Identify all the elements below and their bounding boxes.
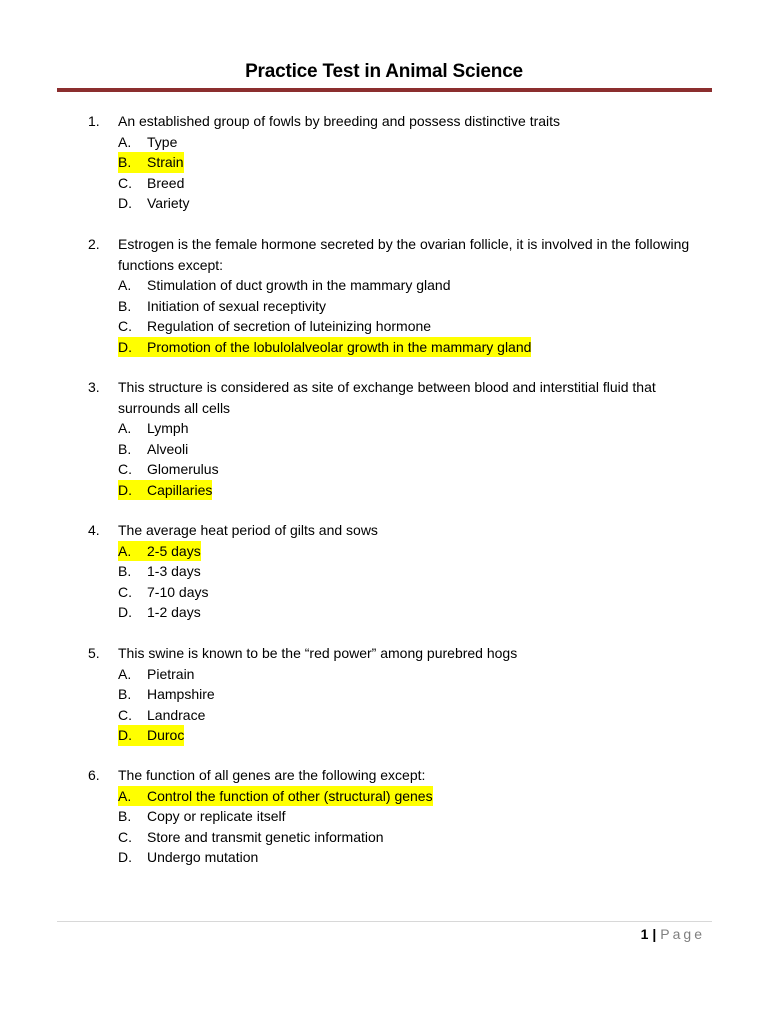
option-text: Stimulation of duct growth in the mammary gland	[147, 277, 451, 293]
answer-option-content	[118, 561, 201, 582]
option-text: 1-3 days	[147, 563, 201, 579]
option-text: Lymph	[147, 420, 189, 436]
question-item	[88, 643, 708, 746]
answer-option	[118, 561, 708, 582]
question-number: 5.	[88, 645, 100, 661]
option-text: Initiation of sexual receptivity	[147, 297, 326, 314]
answer-option	[118, 725, 708, 746]
option-letter: C.	[118, 706, 132, 723]
question-number: 2.	[88, 236, 100, 252]
page-number: 1	[640, 926, 649, 942]
option-letter: A.	[118, 420, 132, 436]
answer-option-content	[118, 827, 384, 848]
question-stem	[88, 234, 708, 275]
highlighted-answer	[118, 480, 212, 501]
option-letter: D.	[118, 604, 132, 620]
option-letter: D.	[118, 849, 132, 865]
option-letter: D.	[118, 195, 132, 211]
answer-option	[118, 786, 708, 807]
option-letter: D.	[118, 481, 132, 498]
option-text: Capillaries	[147, 481, 213, 498]
answer-option	[118, 806, 708, 827]
answer-option	[118, 480, 708, 501]
option-letter: A.	[118, 542, 132, 559]
question-number: 3.	[88, 379, 100, 395]
option-text: Type	[147, 133, 178, 150]
option-text: Control the function of other (structural) genes	[147, 787, 433, 804]
option-letter: A.	[118, 277, 132, 293]
question-stem	[88, 520, 708, 541]
highlighted-answer	[118, 541, 201, 562]
option-letter: A.	[118, 133, 132, 150]
question-item	[88, 111, 708, 214]
option-text: 7-10 days	[147, 583, 209, 600]
option-letter: C.	[118, 174, 132, 191]
highlighted-answer	[118, 725, 184, 746]
option-letter: C.	[118, 318, 132, 334]
answer-option	[118, 132, 708, 153]
option-text: Pietrain	[147, 665, 195, 682]
answer-option-content	[118, 316, 431, 337]
question-text: Estrogen is the female hormone secreted by the ovarian follicle, it is involved in the following functions except:	[118, 236, 690, 273]
option-text: Duroc	[147, 727, 185, 743]
question-item	[88, 234, 708, 357]
answer-option-content	[118, 296, 326, 317]
answer-option-content	[118, 582, 208, 603]
option-letter: C.	[118, 461, 132, 477]
answer-option	[118, 316, 708, 337]
question-stem	[88, 111, 708, 132]
question-stem	[88, 377, 708, 418]
option-letter: B.	[118, 686, 132, 702]
question-text: The function of all genes are the following except:	[118, 767, 426, 783]
highlighted-answer	[118, 786, 433, 807]
footer-separator: |	[652, 926, 657, 942]
question-stem	[88, 765, 708, 786]
answer-option	[118, 296, 708, 317]
question-item	[88, 520, 708, 623]
question-text: This structure is considered as site of exchange between blood and interstitial fluid that surrounds all cells	[118, 379, 656, 416]
question-stem	[88, 643, 708, 664]
option-letter: B.	[118, 563, 132, 579]
answer-option	[118, 459, 708, 480]
answer-option	[118, 847, 708, 868]
answer-option-content	[118, 132, 177, 153]
question-text: An established group of fowls by breeding and possess distinctive traits	[118, 113, 561, 129]
option-letter: A.	[118, 787, 132, 804]
option-text: Breed	[147, 174, 185, 191]
answer-option-content	[118, 664, 194, 685]
option-text: Glomerulus	[147, 461, 219, 477]
question-number: 1.	[88, 113, 100, 129]
answer-option-content	[118, 684, 215, 705]
option-letter: D.	[118, 338, 132, 355]
option-letter: B.	[118, 297, 132, 314]
highlighted-answer	[118, 337, 531, 358]
answer-option-content	[118, 173, 184, 194]
answer-option	[118, 152, 708, 173]
question-text: This swine is known to be the “red power” among purebred hogs	[118, 645, 518, 661]
option-text: 1-2 days	[147, 604, 201, 620]
answer-option	[118, 337, 708, 358]
option-letter: C.	[118, 583, 132, 600]
option-letter: B.	[118, 154, 132, 170]
option-text: Promotion of the lobulolalveolar growth in the mammary gland	[147, 338, 532, 355]
answer-option-content	[118, 705, 205, 726]
answer-option	[118, 275, 708, 296]
answer-option	[118, 664, 708, 685]
answer-option	[118, 439, 708, 460]
question-item	[88, 765, 708, 868]
option-letter: C.	[118, 828, 132, 845]
page-footer	[641, 924, 705, 944]
answer-option-content	[118, 275, 450, 296]
answer-option	[118, 602, 708, 623]
answer-option	[118, 541, 708, 562]
answer-option-content	[118, 602, 201, 623]
answer-option	[118, 582, 708, 603]
answer-option	[118, 827, 708, 848]
page-label: Page	[660, 926, 705, 942]
option-text: 2-5 days	[147, 542, 201, 559]
answer-option	[118, 705, 708, 726]
option-text: Strain	[147, 154, 184, 170]
option-text: Undergo mutation	[147, 849, 259, 865]
option-text: Copy or replicate itself	[147, 808, 286, 824]
answer-option	[118, 193, 708, 214]
option-letter: A.	[118, 665, 132, 682]
option-letter: D.	[118, 727, 132, 743]
option-text: Hampshire	[147, 686, 215, 702]
question-item	[88, 377, 708, 500]
footer-divider	[57, 921, 712, 922]
answer-option	[118, 173, 708, 194]
answer-option-content	[118, 418, 189, 439]
question-text: The average heat period of gilts and sows	[118, 522, 378, 538]
answer-option-content	[118, 193, 190, 214]
option-text: Alveoli	[147, 440, 189, 457]
answer-option	[118, 418, 708, 439]
question-number: 6.	[88, 767, 100, 783]
option-text: Landrace	[147, 706, 206, 723]
answer-option-content	[118, 847, 258, 868]
option-text: Store and transmit genetic information	[147, 828, 384, 845]
option-text: Variety	[147, 195, 190, 211]
title-divider	[57, 88, 712, 92]
question-number: 4.	[88, 522, 100, 538]
answer-option	[118, 684, 708, 705]
option-letter: B.	[118, 440, 132, 457]
answer-option-content	[118, 806, 286, 827]
page-title: Practice Test in Animal Science	[245, 61, 523, 82]
answer-option-content	[118, 459, 219, 480]
answer-option-content	[118, 439, 188, 460]
option-letter: B.	[118, 808, 132, 824]
highlighted-answer	[118, 152, 184, 173]
option-text: Regulation of secretion of luteinizing hormone	[147, 318, 432, 334]
